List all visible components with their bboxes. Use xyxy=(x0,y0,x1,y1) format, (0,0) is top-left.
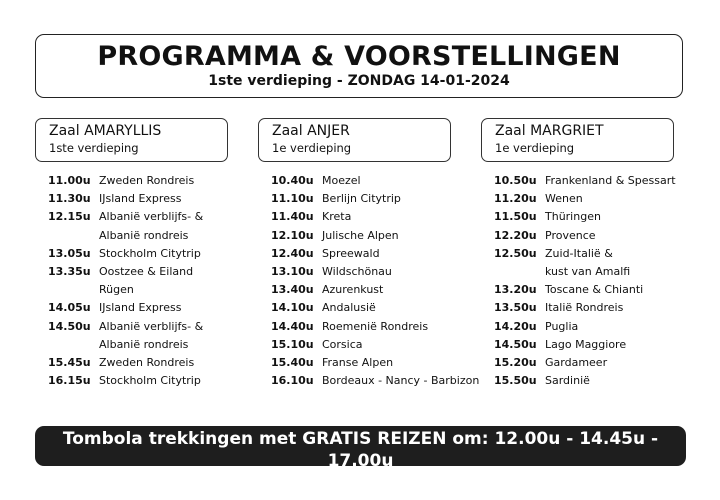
room-header xyxy=(258,118,451,162)
schedule-item xyxy=(48,172,228,190)
schedule-item xyxy=(48,318,228,354)
schedule-time: 13.35u xyxy=(48,265,91,279)
schedule-name: Oostzee & Eiland Rügen xyxy=(99,265,194,297)
schedule-name: Bordeaux - Nancy - Barbizon xyxy=(322,374,480,388)
schedule-name: IJsland Express xyxy=(99,192,182,206)
schedule-item xyxy=(48,354,228,372)
schedule-time: 15.10u xyxy=(271,337,314,351)
schedule-item xyxy=(494,208,674,226)
schedule-name: Albanië verblijfs- & Albanië rondreis xyxy=(99,210,204,242)
schedule-time: 11.50u xyxy=(494,210,537,224)
schedule-name: Albanië verblijfs- & Albanië rondreis xyxy=(99,319,204,351)
room-title: Zaal ANJER xyxy=(272,123,350,139)
schedule-item xyxy=(48,208,228,244)
schedule-name: Italië Rondreis xyxy=(545,301,624,315)
room-title: Zaal MARGRIET xyxy=(495,123,604,139)
schedule-time: 13.05u xyxy=(48,246,91,260)
schedule-time: 14.40u xyxy=(271,319,314,333)
schedule-name: IJsland Express xyxy=(99,301,182,315)
schedule-name: Zuid-Italië & kust van Amalfi xyxy=(545,246,631,279)
schedule-item xyxy=(48,190,228,208)
room-title: Zaal AMARYLLIS xyxy=(49,123,162,139)
schedule-time: 14.50u xyxy=(494,337,537,351)
schedule-time: 10.50u xyxy=(494,174,537,187)
schedule-name: Sardinië xyxy=(545,374,590,388)
schedule-item xyxy=(271,245,451,263)
schedule-item xyxy=(271,172,451,190)
schedule-name: Puglia xyxy=(545,319,579,333)
schedule-item xyxy=(494,172,674,190)
schedule-item xyxy=(48,245,228,263)
room-column-margriet xyxy=(481,118,674,390)
schedule-time: 12.40u xyxy=(271,246,314,260)
schedule-item xyxy=(494,190,674,208)
schedule-time: 15.45u xyxy=(48,356,91,370)
page-title: PROGRAMMA & VOORSTELLINGEN xyxy=(97,41,621,72)
schedule-item xyxy=(48,299,228,317)
schedule-name: Moezel xyxy=(322,174,361,187)
schedule-time: 11.00u xyxy=(48,174,91,187)
schedule-time: 13.10u xyxy=(271,265,314,279)
schedule-time: 11.30u xyxy=(48,192,91,206)
room-column-anjer xyxy=(258,118,480,390)
schedule-item xyxy=(494,372,674,390)
schedule-list xyxy=(481,172,674,390)
schedule-time: 12.20u xyxy=(494,228,537,242)
schedule-name: Zweden Rondreis xyxy=(99,356,195,370)
schedule-name: Azurenkust xyxy=(322,283,384,297)
schedule-name: Andalusië xyxy=(322,301,376,315)
schedule-name: Lago Maggiore xyxy=(545,337,627,351)
schedule-name: Wenen xyxy=(545,192,583,206)
schedule-time: 13.50u xyxy=(494,301,537,315)
schedule-time: 15.40u xyxy=(271,356,314,370)
schedule-time: 11.20u xyxy=(494,192,537,206)
schedule-item xyxy=(494,336,674,354)
schedule-list xyxy=(35,172,228,390)
schedule-time: 14.05u xyxy=(48,301,91,315)
schedule-item xyxy=(494,281,674,299)
schedule-time: 13.40u xyxy=(271,283,314,297)
tombola-note: (De autocars vertrekken telkens na de trekking) xyxy=(231,472,490,483)
room-floor: 1e verdieping xyxy=(495,141,575,155)
schedule-time: 16.15u xyxy=(48,374,91,388)
schedule-name: Frankenland & Spessart xyxy=(545,174,676,187)
schedule-name: Thüringen xyxy=(545,210,601,224)
tombola-text: Tombola trekkingen met GRATIS REIZEN om: 12.00u - 14.45u - 17.00u xyxy=(62,429,659,471)
schedule-name: Provence xyxy=(545,228,596,242)
schedule-name: Stockholm Citytrip xyxy=(99,246,201,260)
schedule-name: Stockholm Citytrip xyxy=(99,374,201,388)
schedule-time: 15.20u xyxy=(494,356,537,370)
schedule-name: Julische Alpen xyxy=(322,228,399,242)
schedule-time: 10.40u xyxy=(271,174,314,187)
schedule-time: 14.10u xyxy=(271,301,314,315)
schedule-name: Kreta xyxy=(322,210,352,224)
schedule-item xyxy=(271,190,451,208)
schedule-name: Roemenië Rondreis xyxy=(322,319,429,333)
schedule-item xyxy=(494,245,674,281)
schedule-time: 16.10u xyxy=(271,374,314,388)
schedule-item xyxy=(271,227,451,245)
schedule-item xyxy=(494,299,674,317)
schedule-time: 13.20u xyxy=(494,283,537,297)
schedule-name: Berlijn Citytrip xyxy=(322,192,401,206)
room-column-amaryllis xyxy=(35,118,228,390)
schedule-item xyxy=(48,263,228,299)
schedule-time: 14.20u xyxy=(494,319,537,333)
schedule-item xyxy=(271,318,451,336)
schedule-time: 12.10u xyxy=(271,228,314,242)
schedule-time: 15.50u xyxy=(494,374,537,388)
page-subtitle: 1ste verdieping - ZONDAG 14-01-2024 xyxy=(208,73,510,89)
schedule-time: 12.15u xyxy=(48,210,91,224)
room-floor: 1e verdieping xyxy=(272,141,352,155)
room-floor: 1ste verdieping xyxy=(49,141,139,155)
schedule-item xyxy=(271,336,451,354)
schedule-item xyxy=(271,299,451,317)
schedule-item xyxy=(271,354,451,372)
room-header xyxy=(35,118,228,162)
schedule-list xyxy=(258,172,480,390)
schedule-time: 11.40u xyxy=(271,210,314,224)
schedule-name: Spreewald xyxy=(322,246,380,260)
room-header xyxy=(481,118,674,162)
schedule-name: Wildschönau xyxy=(322,265,392,279)
schedule-time: 12.50u xyxy=(494,246,537,260)
schedule-name: Gardameer xyxy=(545,356,608,370)
schedule-time: 11.10u xyxy=(271,192,314,206)
tombola-banner xyxy=(35,426,686,483)
schedule-item xyxy=(48,372,228,390)
schedule-item xyxy=(271,372,480,390)
schedule-name: Corsica xyxy=(322,337,363,351)
schedule-time: 14.50u xyxy=(48,319,91,333)
schedule-name: Zweden Rondreis xyxy=(99,174,195,187)
schedule-item xyxy=(494,318,674,336)
schedule-item xyxy=(494,227,674,245)
schedule-name: Franse Alpen xyxy=(322,356,394,370)
schedule-name: Toscane & Chianti xyxy=(545,283,644,297)
schedule-item xyxy=(271,281,451,299)
schedule-item xyxy=(271,208,451,226)
program-header xyxy=(35,34,683,98)
schedule-item xyxy=(494,354,674,372)
schedule-item xyxy=(271,263,451,281)
